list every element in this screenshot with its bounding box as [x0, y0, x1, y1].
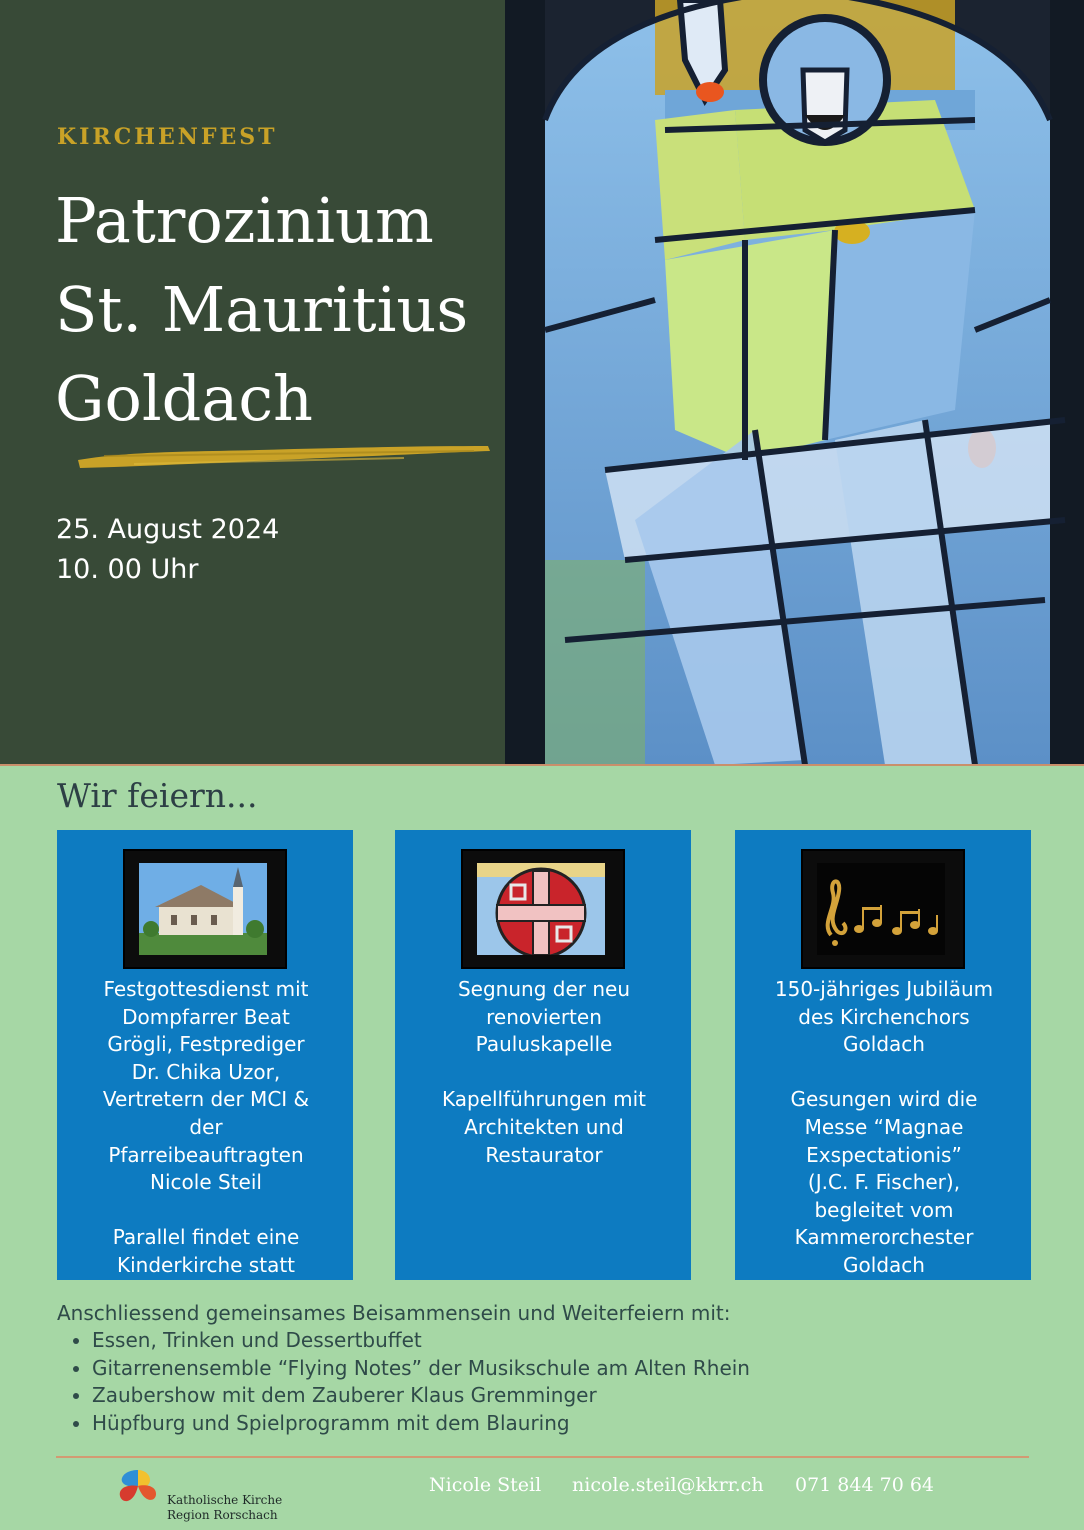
card-thumbnail-frame	[123, 849, 287, 969]
hero-text-panel	[0, 0, 505, 765]
org-line: Katholische Kirche	[167, 1493, 283, 1507]
program-card-chapel	[395, 830, 691, 1280]
event-time: 10. 00 Uhr	[56, 554, 199, 585]
card-description: 150-jähriges Jubiläum des Kirchenchors Goldach Gesungen wird die Messe “Magnae Exspectationis” (J.C. F. Fischer), begleitet vom Kammerorchester Goldach	[774, 977, 994, 1277]
title-line: Goldach	[55, 362, 313, 435]
church-building-photo	[139, 863, 267, 955]
golden-music-notes-photo	[817, 863, 945, 955]
afterwards-section	[57, 1299, 750, 1437]
section-divider	[0, 764, 1084, 766]
footer-divider	[56, 1456, 1029, 1458]
church-logo-icon	[116, 1466, 160, 1510]
event-datetime	[56, 510, 279, 590]
stained-glass-window-photo	[505, 0, 1084, 765]
contact-email[interactable]: nicole.steil@kkrr.ch	[572, 1474, 764, 1496]
list-item: • Hüpfburg und Spielprogramm mit dem Blauring	[92, 1410, 750, 1438]
list-item: • Essen, Trinken und Dessertbuffet	[92, 1327, 750, 1355]
contact-phone[interactable]: 071 844 70 64	[795, 1474, 935, 1496]
org-line: Region Rorschach	[167, 1508, 278, 1522]
event-date: 25. August 2024	[56, 514, 280, 545]
event-title	[55, 176, 468, 443]
afterwards-intro: Anschliessend gemeinsames Beisammensein und Weiterfeiern mit:	[57, 1301, 731, 1325]
list-item: • Gitarrenensemble “Flying Notes” der Musikschule am Alten Rhein	[92, 1355, 750, 1383]
list-item: • Zaubershow mit dem Zauberer Klaus Gremminger	[92, 1382, 750, 1410]
title-line: St. Mauritius	[55, 273, 469, 346]
title-line: Patrozinium	[55, 184, 434, 257]
afterwards-list	[57, 1327, 750, 1437]
card-description: Festgottesdienst mit Dompfarrer Beat Grögli, Festprediger Dr. Chika Uzor, Vertretern der MCI & der Pfarreibeauftragten Nicole Steil Parallel findet eine Kinderkirche statt	[102, 977, 310, 1277]
program-card-mass	[57, 830, 353, 1280]
card-thumbnail-frame	[801, 849, 965, 969]
organization-name	[167, 1493, 282, 1523]
gold-brush-stroke	[74, 440, 494, 472]
stained-glass-cross-photo	[477, 863, 605, 955]
section-heading: Wir feiern...	[57, 776, 258, 815]
card-thumbnail-frame	[461, 849, 625, 969]
program-card-choir	[735, 830, 1031, 1280]
contact-name: Nicole Steil	[429, 1474, 542, 1496]
event-kicker: KIRCHENFEST	[57, 124, 278, 150]
card-description: Segnung der neu renovierten Pauluskapelle Kapellführungen mit Architekten und Restaurator	[441, 977, 646, 1167]
